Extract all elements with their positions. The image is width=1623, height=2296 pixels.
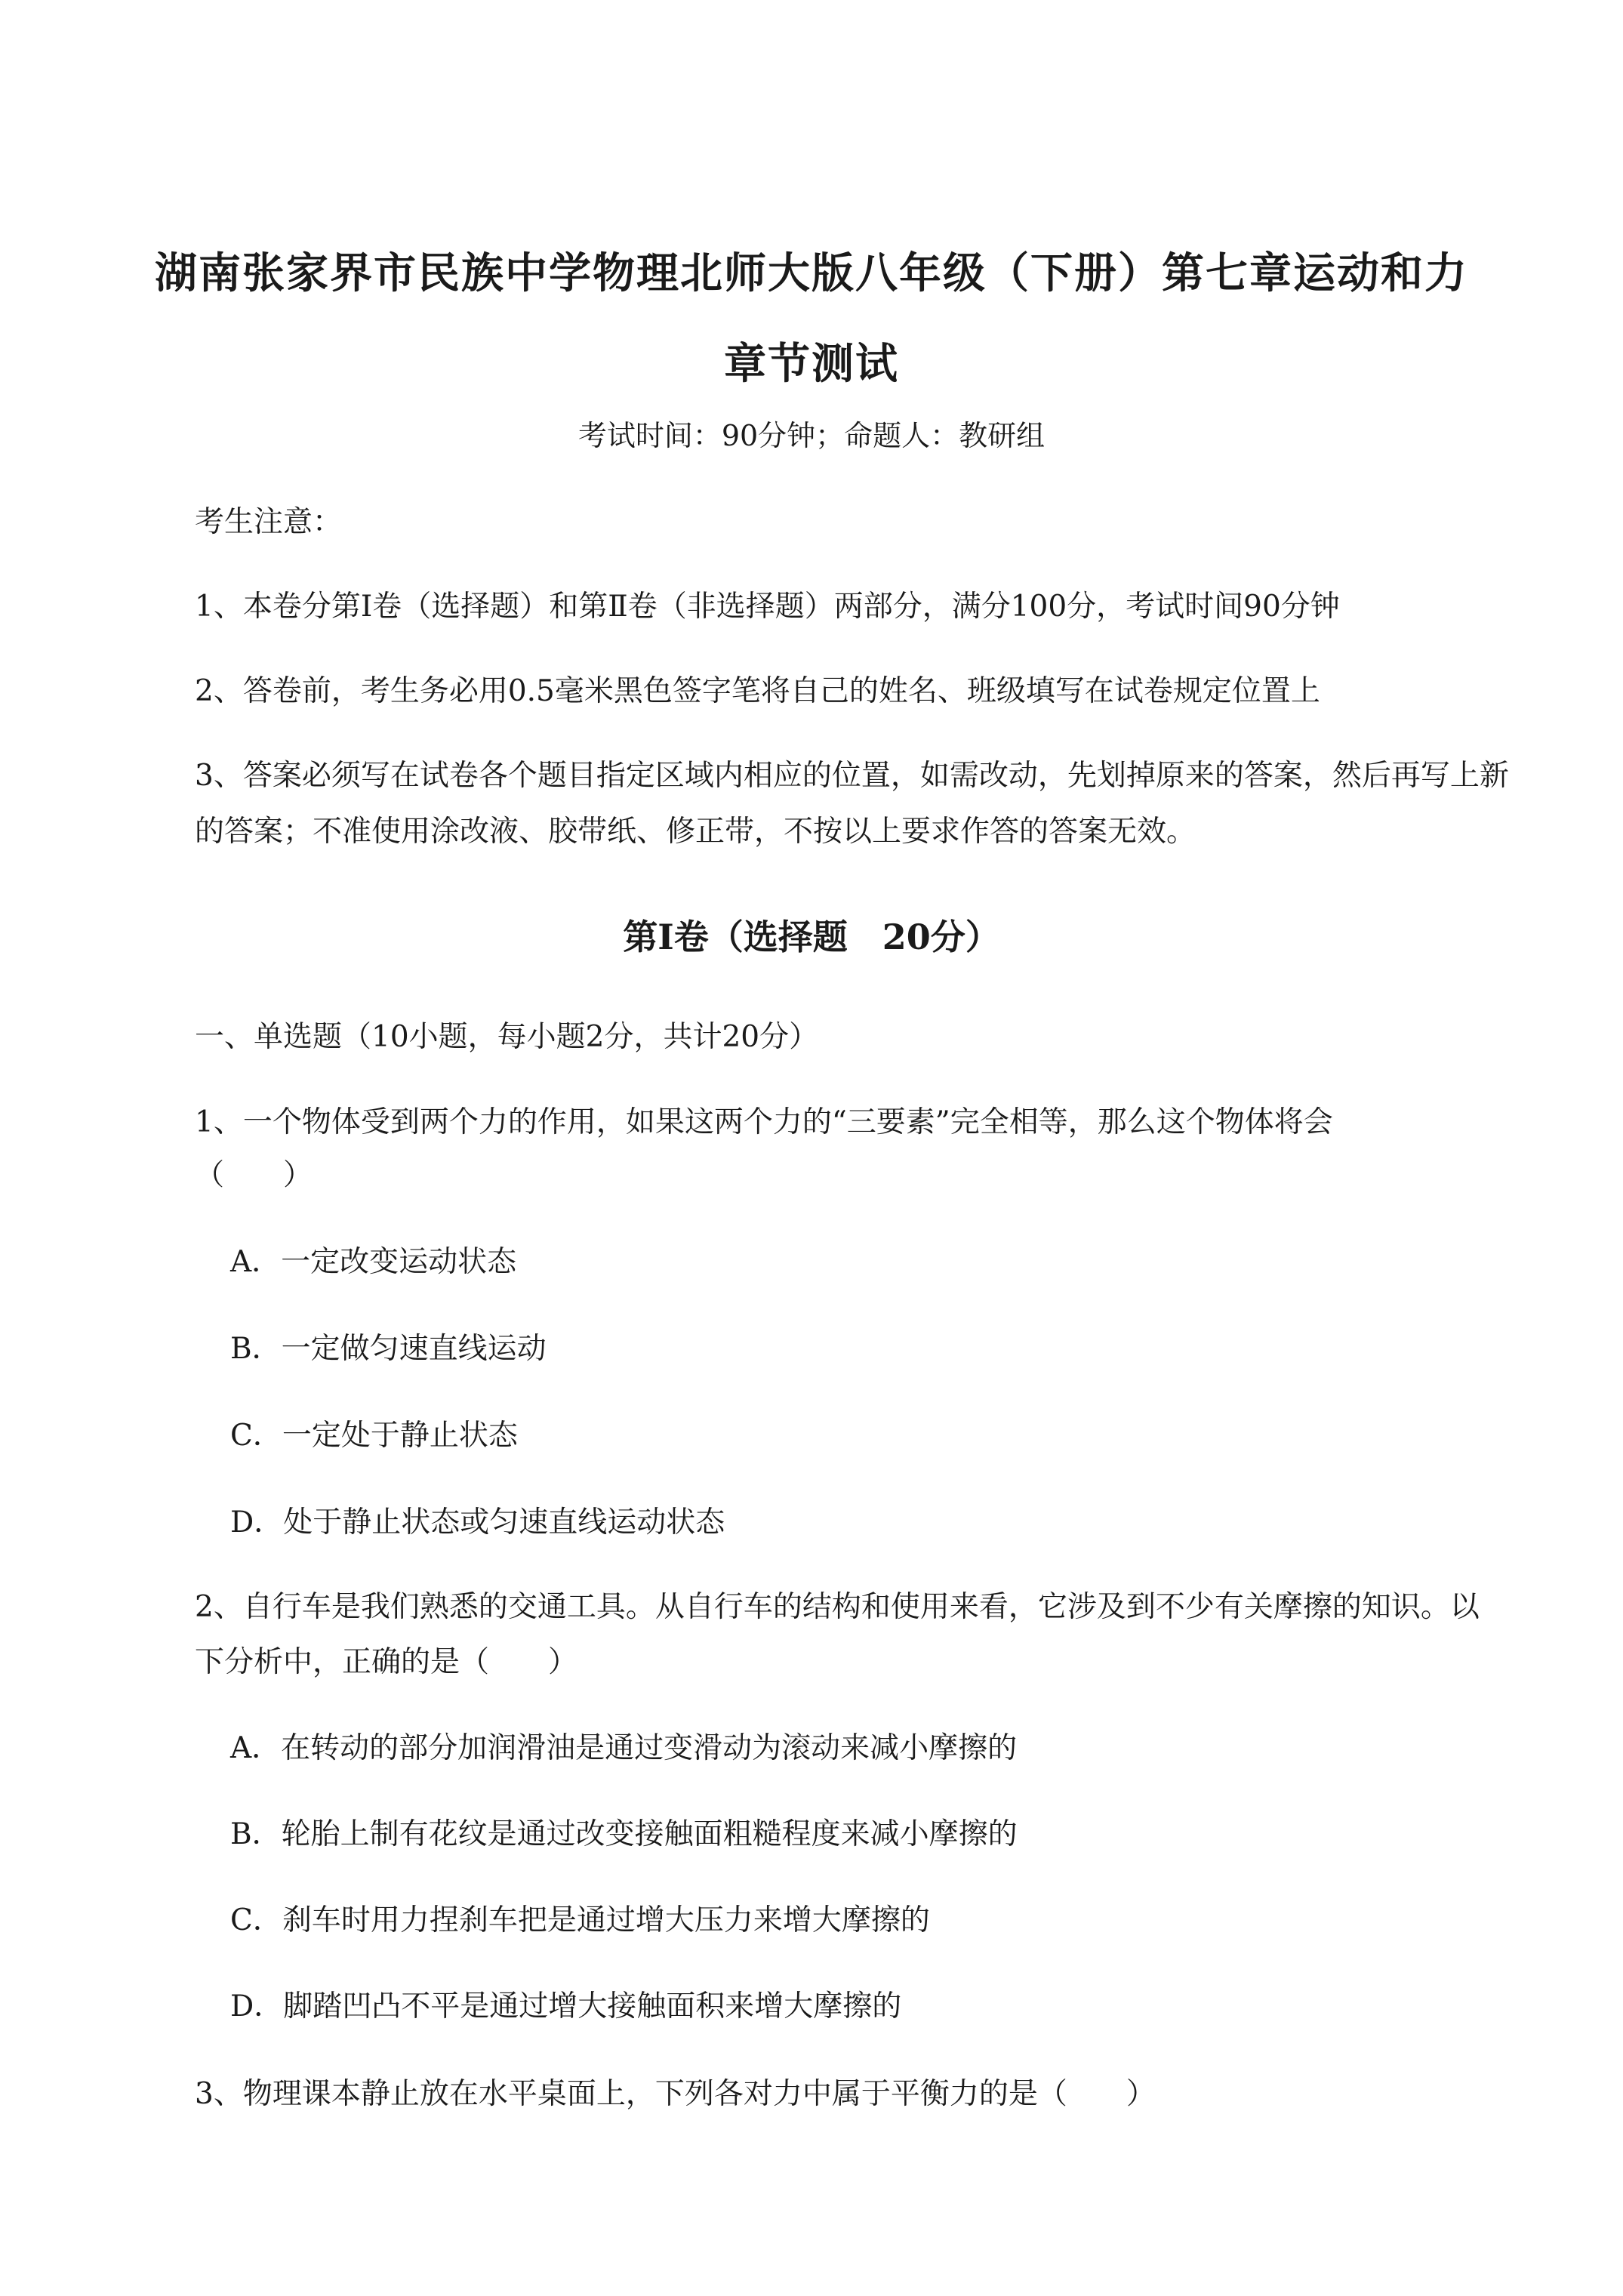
question-1-option-d: D．处于静止状态或匀速直线运动状态 xyxy=(230,1505,725,1539)
exam-title-line2: 章节测试 xyxy=(724,339,899,389)
notice-item-2: 2、答卷前，考生务必用0.5毫米黑色签字笔将自己的姓名、班级填写在试卷规定位置上 xyxy=(195,674,1320,708)
exam-meta: 考试时间：90分钟；命题人：教研组 xyxy=(577,419,1046,452)
question-1-option-b: B．一定做匀速直线运动 xyxy=(230,1332,547,1366)
question-2-option-c: C．刹车时用力捏刹车把是通过增大压力来增大摩擦的 xyxy=(230,1903,930,1937)
question-2-option-a: A．在转动的部分加润滑油是通过变滑动为滚动来减小摩擦的 xyxy=(230,1731,1018,1765)
question-1-option-c: C．一定处于静止状态 xyxy=(230,1419,518,1453)
notice-item-3-line2: 的答案；不准使用涂改液、胶带纸、修正带，不按以上要求作答的答案无效。 xyxy=(195,815,1196,849)
question-2-stem-line2: 下分析中，正确的是（ ） xyxy=(195,1645,578,1679)
exam-title-line1: 湖南张家界市民族中学物理北师大版八年级（下册）第七章运动和力 xyxy=(155,248,1468,298)
part-heading: 一、单选题（10小题，每小题2分，共计20分） xyxy=(195,1020,819,1054)
question-2-stem-line1: 2、自行车是我们熟悉的交通工具。从自行车的结构和使用来看，它涉及到不少有关摩擦的知识。以 xyxy=(195,1590,1480,1624)
notice-item-1: 1、本卷分第Ⅰ卷（选择题）和第Ⅱ卷（非选择题）两部分，满分100分，考试时间90分钟 xyxy=(195,590,1340,624)
question-2-option-d: D．脚踏凹凸不平是通过增大接触面积来增大摩擦的 xyxy=(230,1989,902,2023)
question-1-stem-line2: （ ） xyxy=(195,1158,313,1192)
question-1-option-a: A．一定改变运动状态 xyxy=(230,1245,517,1279)
section-title: 第Ⅰ卷（选择题 20分） xyxy=(623,917,1000,957)
question-3-stem-line1: 3、物理课本静止放在水平桌面上，下列各对力中属于平衡力的是（ ） xyxy=(195,2077,1156,2111)
question-2-option-b: B．轮胎上制有花纹是通过改变接触面粗糙程度来减小摩擦的 xyxy=(230,1817,1018,1851)
question-1-stem-line1: 1、一个物体受到两个力的作用，如果这两个力的“三要素”完全相等，那么这个物体将会 xyxy=(195,1105,1333,1139)
notice-heading: 考生注意： xyxy=(195,505,343,539)
notice-item-3-line1: 3、答案必须写在试卷各个题目指定区域内相应的位置，如需改动，先划掉原来的答案，然后再写上新 xyxy=(195,759,1509,793)
